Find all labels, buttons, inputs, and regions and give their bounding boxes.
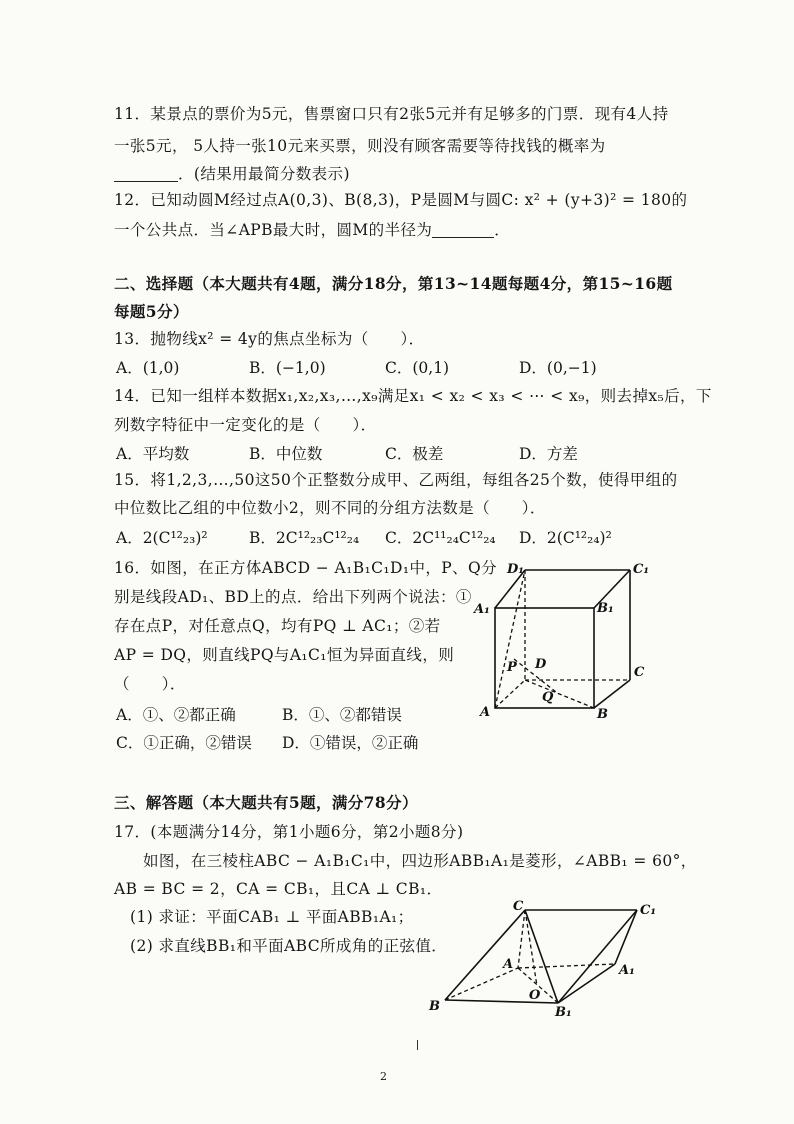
- edge-c1a1: [615, 910, 637, 964]
- label-d: D: [535, 657, 547, 672]
- section2-heading: 二、选择题（本大题共有4题，满分18分，第13~14题每题4分，第15~16题: [114, 274, 673, 293]
- section2-heading-cont: 每题5分）: [114, 302, 189, 321]
- q13-option-c: C．(0,1): [385, 359, 450, 377]
- hidden-edge-ad: [495, 680, 525, 708]
- q13-option-b: B．(−1,0): [249, 359, 326, 377]
- label-c1: C₁: [633, 562, 650, 577]
- edge-bb1: [445, 1000, 558, 1003]
- q14-option-b: B．中位数: [249, 445, 323, 463]
- label-a1: A₁: [619, 963, 635, 978]
- edge-bc: [594, 680, 630, 708]
- q15-line2: 中位数比乙组的中位数小2，则不同的分组方法数是（ ）．: [114, 499, 546, 517]
- q11-line3: [114, 162, 350, 184]
- q15-option-d: D．2(C¹²₂₄)²: [519, 529, 612, 547]
- label-c: C: [513, 899, 524, 914]
- margin-mark: [417, 1040, 418, 1050]
- q16-option-c: C．①正确，②错误: [116, 734, 252, 752]
- q15-option-a: A．2(C¹²₂₃)²: [116, 529, 208, 547]
- label-a1: A₁: [474, 602, 490, 617]
- edge-c1b1: [558, 910, 637, 1003]
- q13-option-d: D．(0,−1): [519, 359, 597, 377]
- label-a: A: [480, 705, 491, 720]
- q13-option-a: A．(1,0): [116, 359, 180, 377]
- label-q: Q: [542, 690, 554, 705]
- segment-co: [525, 910, 537, 986]
- q13-stem: 13．抛物线x² = 4y的焦点坐标为（ ）．: [114, 330, 425, 348]
- q16-line1: 16．如图，在正方体ABCD − A₁B₁C₁D₁中，P、Q分: [114, 559, 497, 577]
- label-b1: B₁: [597, 601, 614, 616]
- q17-line1: 如图，在三棱柱ABC − A₁B₁C₁中，四边形ABB₁A₁是菱形，∠ABB₁ = 60°，: [143, 852, 697, 870]
- answer-blank: [432, 222, 494, 239]
- label-c: C: [634, 665, 645, 680]
- q16-option-b: B．①、②都错误: [282, 706, 402, 724]
- q14-option-c: C．极差: [385, 445, 444, 463]
- q17-part1: (1) 求证：平面CAB₁ ⊥ 平面ABB₁A₁；: [130, 908, 414, 926]
- hidden-edge-ba: [445, 968, 518, 1000]
- q14-option-d: D．方差: [519, 445, 578, 463]
- hidden-edge-ca: [518, 910, 525, 968]
- q14-option-a: A．平均数: [116, 445, 190, 463]
- q15-line1: 15．将1,2,3,…,50这50个正整数分成甲、乙两组，每组各25个数，使得甲组的: [114, 471, 678, 489]
- label-a: A: [503, 957, 514, 972]
- q11-note: ．(结果用最简分数表示): [178, 165, 350, 183]
- answer-blank: [114, 166, 178, 183]
- q17-header: 17．(本题满分14分，第1小题6分，第2小题8分): [114, 823, 464, 841]
- label-o: O: [529, 988, 541, 1003]
- prism-figure: [425, 898, 665, 1020]
- q16-line4: AP = DQ，则直线PQ与A₁C₁恒为异面直线，则: [114, 646, 455, 664]
- segment-ad1: [495, 570, 525, 708]
- q16-option-d: D．①错误，②正确: [282, 734, 419, 752]
- q15-option-b: B．2C¹²₂₃C¹²₂₄: [249, 529, 360, 547]
- q14-line1: 14．已知一组样本数据x₁,x₂,x₃,…,x₉满足x₁ < x₂ < x₃ < ⋯ < x₉，则去掉x₅后，下: [114, 387, 712, 405]
- section3-heading: 三、解答题（本大题共有5题，满分78分）: [114, 793, 418, 812]
- q15-option-c: C．2C¹¹₂₄C¹²₂₄: [385, 529, 496, 547]
- label-p: P: [507, 660, 517, 675]
- page-number: 2: [380, 1070, 387, 1083]
- q16-line5: （ ）．: [114, 675, 186, 693]
- edge-cb: [445, 910, 525, 1000]
- q11-line1: 11．某景点的票价为5元，售票窗口只有2张5元并有足够多的门票．现有4人持: [114, 105, 669, 123]
- q16-option-a: A．①、②都正确: [116, 706, 236, 724]
- label-d1: D₁: [507, 562, 524, 577]
- segment-bd: [525, 680, 594, 708]
- label-b: B: [597, 707, 608, 722]
- label-b1: B₁: [555, 1005, 572, 1020]
- label-c1: C₁: [640, 903, 657, 918]
- q12-text: 一个公共点．当∠APB最大时，圆M的半径为: [114, 221, 433, 239]
- q12-end: ．: [494, 221, 511, 239]
- hidden-edge-aa1: [518, 964, 615, 968]
- cube-figure: [470, 558, 660, 723]
- q17-part2: (2) 求直线BB₁和平面ABC所成角的正弦值．: [130, 937, 448, 955]
- q14-line2: 列数字特征中一定变化的是（ ）．: [114, 416, 377, 434]
- label-b: B: [429, 999, 440, 1014]
- q17-line2: AB = BC = 2，CA = CB₁，且CA ⊥ CB₁．: [114, 880, 443, 898]
- q16-line3: 存在点P，对任意点Q，均有PQ ⊥ AC₁；②若: [114, 617, 441, 635]
- q11-line2: 一张5元， 5人持一张10元来买票，则没有顾客需要等待找钱的概率为: [114, 137, 606, 155]
- q12-line1: 12．已知动圆M经过点A(0,3)、B(8,3)，P是圆M与圆C: x² + (y+3)² = 180的: [114, 191, 688, 209]
- q16-line2: 别是线段AD₁、BD上的点．给出下列两个说法：①: [114, 588, 472, 606]
- q12-line2: [114, 218, 510, 240]
